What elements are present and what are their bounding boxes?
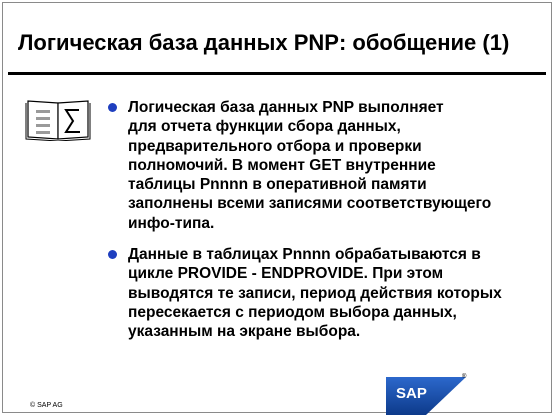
bullet-line: указанным на экране выбора. [128,323,361,341]
bullet-line: цикле PROVIDE - ENDPROVIDE. При этом [128,265,444,283]
bullet-item [104,245,529,341]
bullet-line: Логическая база данных PNP выполняет [128,99,444,116]
bullet-line: таблицы Pnnnn в оперативной памяти [128,176,427,194]
bullet-dot [108,250,117,259]
bullet-list [104,98,529,354]
bullet-line: инфо-типа. [128,214,215,232]
svg-text:®: ® [462,374,467,380]
bullet-item [104,98,529,233]
bullet-line: выводятся те записи, период действия которых [128,284,502,302]
bullet-line: Данные в таблицах Pnnnn обрабатываются в [128,246,481,264]
copyright-notice: © SAP AG [30,402,63,409]
bullet-line: полномочий. В момент GET внутренние [128,156,436,174]
bullet-line: заполнены всеми записями соответствующего [128,195,492,213]
bullet-line: для отчета функции сбора данных, [128,118,401,136]
title-divider [8,72,546,75]
bullet-dot [108,103,117,112]
slide-title: Логическая база данных PNP: обобщение (1) [18,30,510,55]
open-book-sigma-icon [24,97,92,141]
svg-text:SAP: SAP [396,385,427,402]
sap-logo [386,371,470,415]
bullet-line: пересекается с периодом выбора данных, [128,303,457,321]
bullet-line: предварительного отбора и проверки [128,137,422,155]
